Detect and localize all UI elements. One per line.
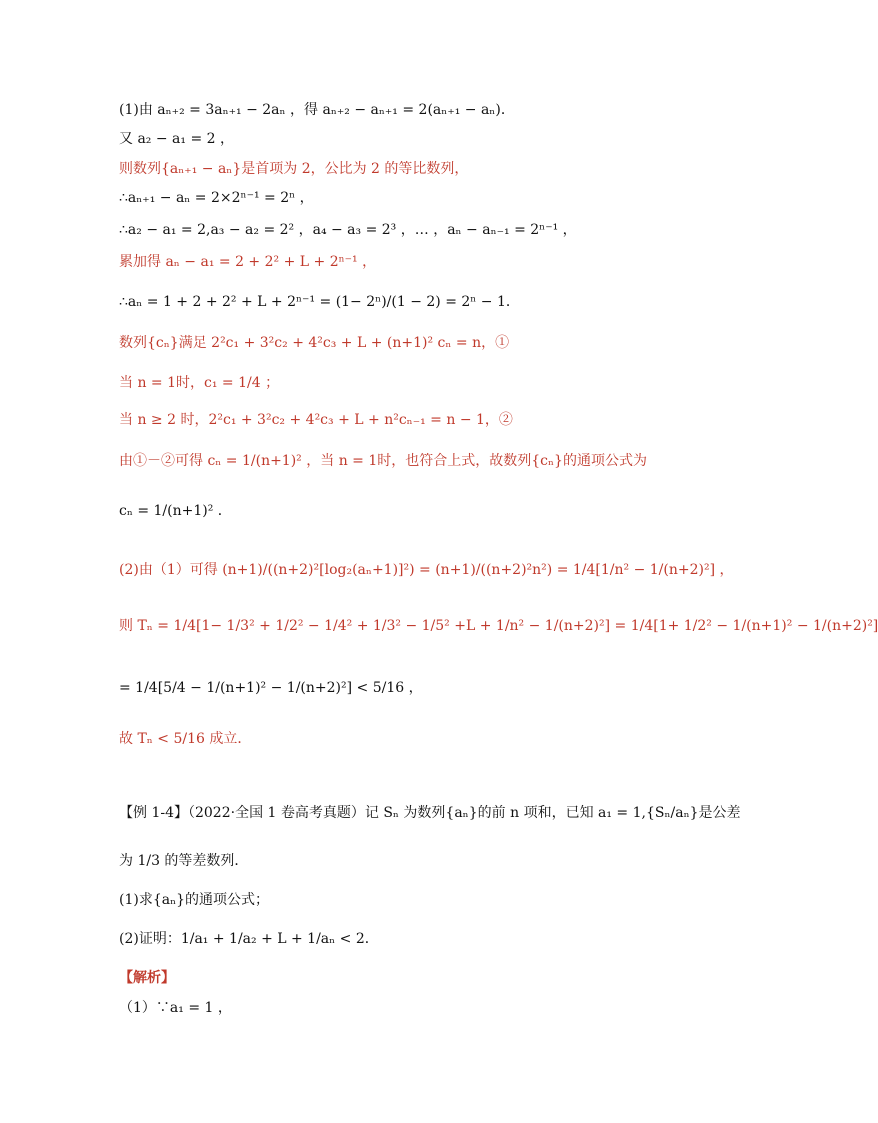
example-line-2: 为 1/3 的等差数列．: [119, 853, 249, 869]
solution-line-6: 累加得 aₙ − a₁ = 2 + 2² + L + 2ⁿ⁻¹ ，: [119, 254, 377, 270]
solution-line-16: 故 Tₙ < 5/16 成立．: [119, 731, 252, 747]
question-2: (2)证明：1/a₁ + 1/a₂ + L + 1/aₙ < 2．: [119, 931, 379, 947]
solution-line-12: cₙ = 1/(n+1)² ．: [119, 503, 232, 519]
solution-line-7: ∴aₙ = 1 + 2 + 2² + L + 2ⁿ⁻¹ = (1− 2ⁿ)/(1 − 2) = 2ⁿ − 1．: [119, 294, 520, 310]
solution-line-5: ∴a₂ − a₁ = 2,a₃ − a₂ = 2² ，a₄ − a₃ = 2³ ，… ，aₙ − aₙ₋₁ = 2ⁿ⁻¹ ，: [119, 222, 577, 238]
solution-line-8: 数列{cₙ}满足 2²c₁ + 3²c₂ + 4²c₃ + L + (n+1)² cₙ = n，①: [119, 335, 510, 351]
solution-line-14: 则 Tₙ = 1/4[1− 1/3² + 1/2² − 1/4² + 1/3² − 1/5² +L + 1/n² − 1/(n+2)²] = 1/4[1+ 1/2² − 1/(n+1)² − 1/(n+2)²]: [119, 618, 878, 634]
solution-line-9: 当 n = 1时，c₁ = 1/4 ；: [119, 375, 280, 391]
solution-line-3: 则数列{aₙ₊₁ − aₙ}是首项为 2，公比为 2 的等比数列，: [119, 161, 469, 177]
solution-line-15: = 1/4[5/4 − 1/(n+1)² − 1/(n+2)²] < 5/16 ，: [119, 680, 423, 696]
solution-line-1: (1)由 aₙ₊₂ = 3aₙ₊₁ − 2aₙ ，得 aₙ₊₂ − aₙ₊₁ = 2(aₙ₊₁ − aₙ)．: [119, 102, 515, 118]
solution-line-11: 由①－②可得 cₙ = 1/(n+1)² ，当 n = 1时，也符合上式，故数列{cₙ}的通项公式为: [119, 453, 647, 469]
solution-line-4: ∴aₙ₊₁ − aₙ = 2×2ⁿ⁻¹ = 2ⁿ ，: [119, 190, 314, 206]
question-1: (1)求{aₙ}的通项公式；: [119, 892, 270, 908]
solution-line-10: 当 n ≥ 2 时，2²c₁ + 3²c₂ + 4²c₃ + L + n²cₙ₋₁ = n − 1，②: [119, 412, 513, 428]
solution-line-13: (2)由（1）可得 (n+1)/((n+2)²[log₂(aₙ+1)]²) = (n+1)/((n+2)²n²) = 1/4[1/n² − 1/(n+2)²] ，: [119, 562, 734, 578]
example-heading: 【例 1-4】（2022·全国 1 卷高考真题）记 Sₙ 为数列{aₙ}的前 n 项和，已知 a₁ = 1,{Sₙ/aₙ}是公差: [119, 805, 741, 821]
analysis-label: 【解析】: [119, 970, 175, 986]
solution-line-2: 又 a₂ − a₁ = 2 ，: [119, 131, 234, 147]
analysis-line-1: （1）∵a₁ = 1 ，: [119, 1000, 232, 1016]
